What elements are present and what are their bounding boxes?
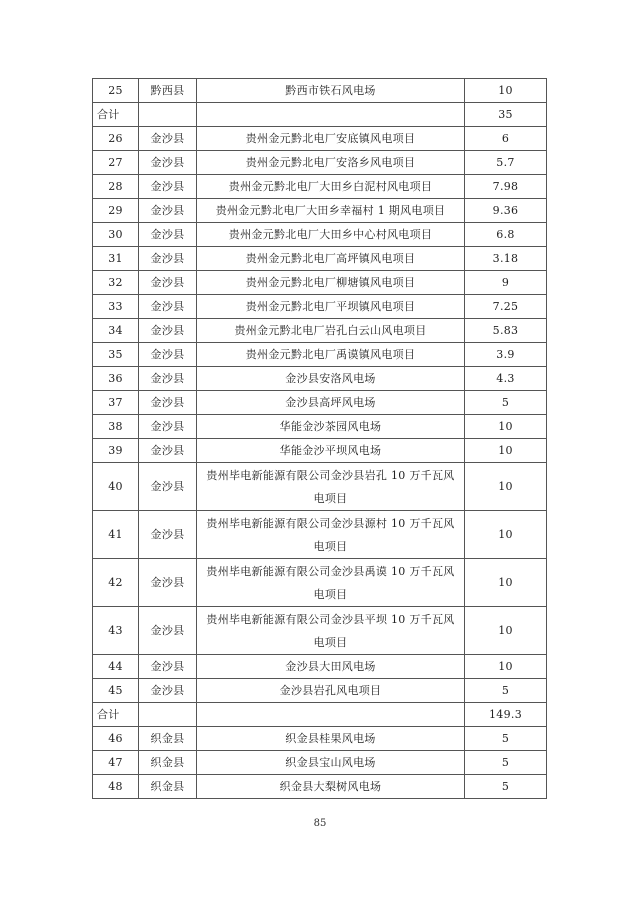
county-cell: 金沙县 xyxy=(139,655,197,679)
table-row xyxy=(93,151,547,175)
project-name-cell: 贵州金元黔北电厂大田乡幸福村 1 期风电项目 xyxy=(197,199,465,223)
county-cell: 织金县 xyxy=(139,751,197,775)
county-cell: 金沙县 xyxy=(139,271,197,295)
project-name-cell: 金沙县安洛风电场 xyxy=(197,367,465,391)
row-number-cell: 27 xyxy=(93,151,139,175)
row-number-cell: 30 xyxy=(93,223,139,247)
row-number-cell: 44 xyxy=(93,655,139,679)
county-cell: 金沙县 xyxy=(139,679,197,703)
county-cell: 黔西县 xyxy=(139,79,197,103)
county-cell: 金沙县 xyxy=(139,415,197,439)
row-number-cell: 40 xyxy=(93,463,139,511)
county-cell: 金沙县 xyxy=(139,439,197,463)
project-name-cell: 华能金沙平坝风电场 xyxy=(197,439,465,463)
project-name-cell: 贵州毕电新能源有限公司金沙县禹谟 10 万千瓦风电项目 xyxy=(197,559,465,607)
table-row xyxy=(93,319,547,343)
row-number-cell: 33 xyxy=(93,295,139,319)
table-row xyxy=(93,247,547,271)
row-number-cell: 28 xyxy=(93,175,139,199)
county-cell: 金沙县 xyxy=(139,343,197,367)
project-name-cell: 金沙县高坪风电场 xyxy=(197,391,465,415)
row-number-cell: 34 xyxy=(93,319,139,343)
table-row xyxy=(93,391,547,415)
capacity-cell: 10 xyxy=(465,415,547,439)
capacity-cell: 7.98 xyxy=(465,175,547,199)
table-row xyxy=(93,415,547,439)
table-row xyxy=(93,559,547,607)
project-name-cell: 金沙县岩孔风电项目 xyxy=(197,679,465,703)
row-number-cell: 35 xyxy=(93,343,139,367)
capacity-cell: 5.7 xyxy=(465,151,547,175)
capacity-cell: 9 xyxy=(465,271,547,295)
capacity-cell: 10 xyxy=(465,463,547,511)
row-number-cell: 42 xyxy=(93,559,139,607)
table-row xyxy=(93,199,547,223)
row-number-cell: 25 xyxy=(93,79,139,103)
county-cell xyxy=(139,703,197,727)
capacity-cell: 10 xyxy=(465,607,547,655)
county-cell: 金沙县 xyxy=(139,151,197,175)
project-name-cell: 贵州金元黔北电厂高坪镇风电项目 xyxy=(197,247,465,271)
row-number-cell: 29 xyxy=(93,199,139,223)
county-cell: 织金县 xyxy=(139,775,197,799)
county-cell xyxy=(139,103,197,127)
capacity-cell: 5 xyxy=(465,775,547,799)
project-name-cell: 贵州金元黔北电厂禹谟镇风电项目 xyxy=(197,343,465,367)
county-cell: 金沙县 xyxy=(139,391,197,415)
table-row xyxy=(93,679,547,703)
capacity-cell: 6 xyxy=(465,127,547,151)
county-cell: 织金县 xyxy=(139,727,197,751)
capacity-cell: 5 xyxy=(465,679,547,703)
capacity-cell: 9.36 xyxy=(465,199,547,223)
table-row xyxy=(93,367,547,391)
project-name-cell: 贵州毕电新能源有限公司金沙县平坝 10 万千瓦风电项目 xyxy=(197,607,465,655)
capacity-cell: 10 xyxy=(465,79,547,103)
county-cell: 金沙县 xyxy=(139,247,197,271)
project-name-cell: 贵州金元黔北电厂安洛乡风电项目 xyxy=(197,151,465,175)
capacity-cell: 7.25 xyxy=(465,295,547,319)
county-cell: 金沙县 xyxy=(139,463,197,511)
capacity-cell: 10 xyxy=(465,511,547,559)
project-name-cell: 贵州金元黔北电厂柳塘镇风电项目 xyxy=(197,271,465,295)
capacity-cell: 6.8 xyxy=(465,223,547,247)
capacity-cell: 10 xyxy=(465,559,547,607)
row-number-cell: 47 xyxy=(93,751,139,775)
county-cell: 金沙县 xyxy=(139,199,197,223)
project-name-cell: 织金县大梨树风电场 xyxy=(197,775,465,799)
county-cell: 金沙县 xyxy=(139,607,197,655)
project-name-cell xyxy=(197,703,465,727)
project-name-cell: 织金县桂果风电场 xyxy=(197,727,465,751)
page-number: 85 xyxy=(313,818,327,829)
capacity-cell: 35 xyxy=(465,103,547,127)
table-row xyxy=(93,295,547,319)
row-number-cell: 46 xyxy=(93,727,139,751)
row-number-cell: 48 xyxy=(93,775,139,799)
project-name-cell: 贵州金元黔北电厂安底镇风电项目 xyxy=(197,127,465,151)
county-cell: 金沙县 xyxy=(139,223,197,247)
project-name-cell: 贵州毕电新能源有限公司金沙县岩孔 10 万千瓦风电项目 xyxy=(197,463,465,511)
project-name-cell: 贵州金元黔北电厂大田乡白泥村风电项目 xyxy=(197,175,465,199)
county-cell: 金沙县 xyxy=(139,127,197,151)
table-row xyxy=(93,223,547,247)
capacity-cell: 149.3 xyxy=(465,703,547,727)
table-row xyxy=(93,343,547,367)
capacity-cell: 10 xyxy=(465,439,547,463)
capacity-cell: 4.3 xyxy=(465,367,547,391)
project-name-cell: 贵州毕电新能源有限公司金沙县源村 10 万千瓦风电项目 xyxy=(197,511,465,559)
row-number-cell: 45 xyxy=(93,679,139,703)
capacity-cell: 5 xyxy=(465,391,547,415)
wind-project-table xyxy=(92,78,547,799)
capacity-cell: 3.18 xyxy=(465,247,547,271)
project-name-cell: 贵州金元黔北电厂大田乡中心村风电项目 xyxy=(197,223,465,247)
project-name-cell: 黔西市铁石风电场 xyxy=(197,79,465,103)
project-name-cell: 贵州金元黔北电厂岩孔白云山风电项目 xyxy=(197,319,465,343)
total-row xyxy=(93,703,547,727)
row-number-cell: 38 xyxy=(93,415,139,439)
county-cell: 金沙县 xyxy=(139,295,197,319)
table-row xyxy=(93,511,547,559)
table-row xyxy=(93,271,547,295)
row-number-cell: 26 xyxy=(93,127,139,151)
row-number-cell: 36 xyxy=(93,367,139,391)
project-name-cell: 金沙县大田风电场 xyxy=(197,655,465,679)
table-body xyxy=(93,79,547,799)
table-row xyxy=(93,79,547,103)
capacity-cell: 10 xyxy=(465,655,547,679)
table-row xyxy=(93,127,547,151)
county-cell: 金沙县 xyxy=(139,511,197,559)
county-cell: 金沙县 xyxy=(139,559,197,607)
table-row xyxy=(93,655,547,679)
table-row xyxy=(93,175,547,199)
row-number-cell: 39 xyxy=(93,439,139,463)
capacity-cell: 5 xyxy=(465,751,547,775)
capacity-cell: 5 xyxy=(465,727,547,751)
county-cell: 金沙县 xyxy=(139,367,197,391)
table-row xyxy=(93,439,547,463)
table-row xyxy=(93,751,547,775)
county-cell: 金沙县 xyxy=(139,175,197,199)
row-number-cell: 43 xyxy=(93,607,139,655)
total-row xyxy=(93,103,547,127)
total-label: 合计 xyxy=(93,103,139,127)
county-cell: 金沙县 xyxy=(139,319,197,343)
total-label: 合计 xyxy=(93,703,139,727)
project-name-cell: 织金县宝山风电场 xyxy=(197,751,465,775)
row-number-cell: 37 xyxy=(93,391,139,415)
capacity-cell: 3.9 xyxy=(465,343,547,367)
capacity-cell: 5.83 xyxy=(465,319,547,343)
project-name-cell: 华能金沙茶园风电场 xyxy=(197,415,465,439)
table-row xyxy=(93,727,547,751)
table-row xyxy=(93,463,547,511)
project-name-cell xyxy=(197,103,465,127)
project-name-cell: 贵州金元黔北电厂平坝镇风电项目 xyxy=(197,295,465,319)
row-number-cell: 41 xyxy=(93,511,139,559)
row-number-cell: 32 xyxy=(93,271,139,295)
table-row xyxy=(93,775,547,799)
row-number-cell: 31 xyxy=(93,247,139,271)
table-row xyxy=(93,607,547,655)
